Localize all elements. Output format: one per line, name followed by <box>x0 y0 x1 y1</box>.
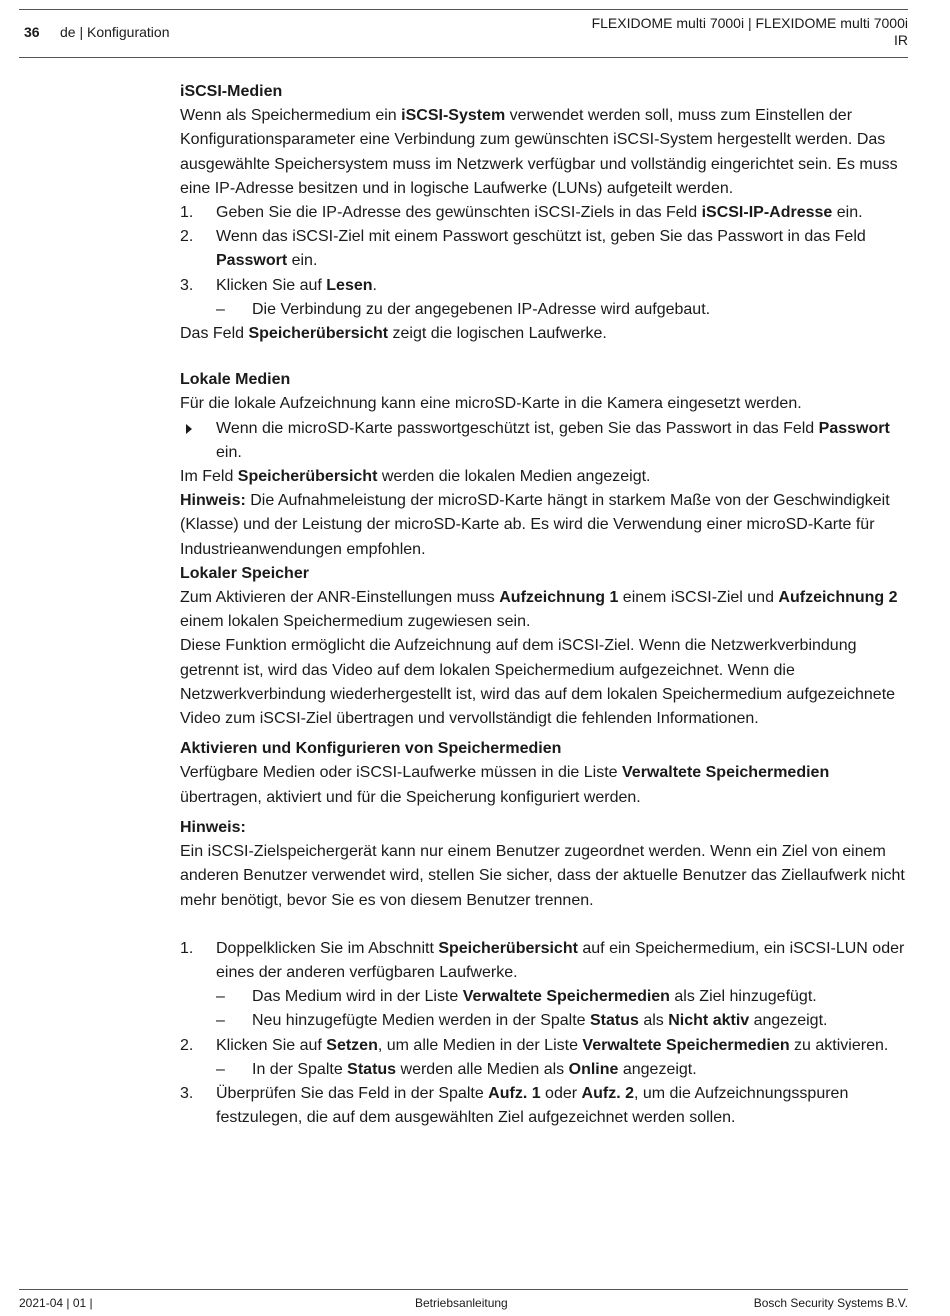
page-number: 36 <box>24 24 40 40</box>
local-storage-p1: Zum Aktivieren der ANR-Einstellungen muss Aufzeichnung 1 einem iSCSI-Ziel und Aufzeichnung 2 einem lokalen Speichermedium zugewiesen sein. <box>180 589 898 631</box>
activate-intro: Verfügbare Medien oder iSCSI-Laufwerke müssen in die Liste Verwaltete Speichermedien übertragen, aktiviert und für die Speicherung konfiguriert werden. <box>180 764 830 806</box>
step-number: 3. <box>180 276 194 294</box>
step-number: 3. <box>180 1084 194 1102</box>
step-number: 2. <box>180 1036 194 1054</box>
header-product <box>592 15 908 49</box>
header-bottom-rule <box>19 57 908 58</box>
dash-marker: – <box>216 1060 225 1078</box>
arrow-bullet-icon <box>186 424 192 434</box>
local-media-overview: Im Feld Speicherübersicht werden die lokalen Medien angezeigt. <box>180 468 651 486</box>
footer-rule <box>19 1289 908 1290</box>
local-storage-p2: Diese Funktion ermöglicht die Aufzeichnung auf dem iSCSI-Ziel. Wenn die Netzwerkverbindung getrennt ist, wird das Video auf dem lokalen Speichermedium aufgezeichnet. Wenn die Netzwerkverbindung wiederhergestellt ist, wird das auf dem lokalen Speichermedium aufgezeichnete Video zum iSCSI-Ziel übertragen und vervollständigt die fehlenden Informationen. <box>180 637 896 728</box>
dash-marker: – <box>216 1012 225 1030</box>
local-media-bullet: Wenn die microSD-Karte passwortgeschützt ist, geben Sie das Passwort in das Feld Passwort ein. <box>180 417 910 465</box>
activate-step-3: 3. Überprüfen Sie das Feld in der Spalte Aufz. 1 oder Aufz. 2, um die Aufzeichnungsspuren festzulegen, die auf dem ausgewählten Ziel aufgezeichnet werden sollen. <box>180 1082 910 1130</box>
footer-company: Bosch Security Systems B.V. <box>753 1296 908 1310</box>
activate-note-text: Ein iSCSI-Zielspeichergerät kann nur einem Benutzer zugeordnet werden. Wenn ein Ziel von einem anderen Benutzer verwendet wird, stellen Sie sicher, dass der aktuelle Benutzer das Ziellaufwerk nicht mehr benötigt, bevor Sie es von diesem Benutzer trennen. <box>180 843 905 909</box>
iscsi-heading: iSCSI-Medien <box>180 83 283 100</box>
activate-heading: Aktivieren und Konfigurieren von Speichermedien <box>180 740 562 758</box>
header-section: de | Konfiguration <box>60 24 170 40</box>
iscsi-intro: Wenn als Speichermedium ein iSCSI-System verwendet werden soll, muss zum Einstellen der Konfigurationsparameter eine Verbindung zum gewünschten iSCSI-System hergestellt werden. Das ausgewählte Speichersystem muss im Netzwerk verfügbar und vollständig eingerichtet sein. Es muss eine IP-Adresse besitzen und in logische Laufwerke (LUNs) aufgeteilt werden. <box>180 107 898 197</box>
header-product-line2: IR <box>894 32 908 48</box>
step-number: 1. <box>180 939 194 957</box>
iscsi-step-2: 2. Wenn das iSCSI-Ziel mit einem Passwort geschützt ist, geben Sie das Passwort in das Feld Passwort ein. <box>180 225 910 273</box>
footer-date: 2021-04 | 01 | <box>19 1296 93 1310</box>
activate-step-1: 1. Doppelklicken Sie im Abschnitt Speicherübersicht auf ein Speichermedium, ein iSCSI-LUN oder eines der anderen verfügbaren Laufwerke. <box>180 937 910 985</box>
activate-step-1-result-2: – Neu hinzugefügte Medien werden in der Spalte Status als Nicht aktiv angezeigt. <box>180 1009 910 1033</box>
header-product-line1: FLEXIDOME multi 7000i | FLEXIDOME multi 7000i <box>591 15 908 31</box>
local-media-note: Hinweis: Die Aufnahmeleistung der microSD-Karte hängt in starkem Maße von der Geschwindigkeit (Klasse) und der Leistung der microSD-Karte ab. Es wird die Verwendung einer microSD-Karte für Industrieanwendungen empfohlen. <box>180 492 890 558</box>
local-media-intro: Für die lokale Aufzeichnung kann eine microSD-Karte in die Kamera eingesetzt werden. <box>180 395 802 413</box>
activate-step-2: 2. Klicken Sie auf Setzen, um alle Medien in der Liste Verwaltete Speichermedien zu aktivieren. <box>180 1034 910 1058</box>
header-top-rule <box>19 9 908 10</box>
dash-marker: – <box>216 300 225 318</box>
step-number: 2. <box>180 228 194 246</box>
iscsi-step-3-result: – Die Verbindung zu der angegebenen IP-Adresse wird aufgebaut. <box>180 298 910 322</box>
step-number: 1. <box>180 204 194 222</box>
iscsi-step-1: 1. Geben Sie die IP-Adresse des gewünschten iSCSI-Ziels in das Feld iSCSI-IP-Adresse ein. <box>180 201 910 225</box>
activate-step-1-result-1: – Das Medium wird in der Liste Verwaltete Speichermedien als Ziel hinzugefügt. <box>180 985 910 1009</box>
iscsi-step-3: 3. Klicken Sie auf Lesen. <box>180 274 910 298</box>
activate-step-2-result: – In der Spalte Status werden alle Medien als Online angezeigt. <box>180 1058 910 1082</box>
local-storage-heading: Lokaler Speicher <box>180 564 309 582</box>
dash-marker: – <box>216 988 225 1006</box>
activate-note-label: Hinweis: <box>180 818 246 836</box>
iscsi-closing: Das Feld Speicherübersicht zeigt die logischen Laufwerke. <box>180 325 607 343</box>
footer-doc-type: Betriebsanleitung <box>415 1296 508 1310</box>
local-media-heading: Lokale Medien <box>180 371 291 389</box>
page-content <box>180 80 910 1130</box>
